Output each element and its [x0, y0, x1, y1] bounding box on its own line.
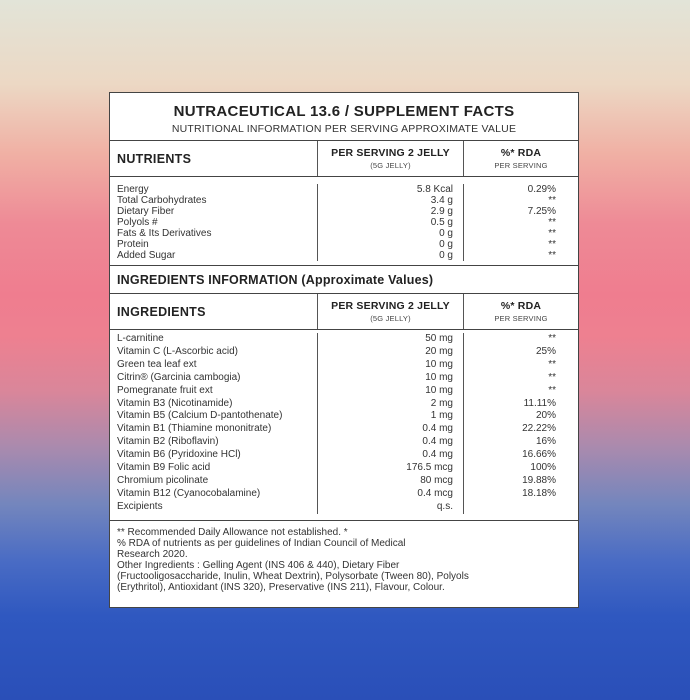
rda-col-header	[464, 294, 578, 329]
row-name: L-carnitine	[117, 333, 164, 344]
row-rda: **	[548, 239, 556, 250]
row-value: 10 mg	[317, 359, 464, 372]
facts-subtitle: NUTRITIONAL INFORMATION PER SERVING APPROXIMATE VALUE	[171, 123, 517, 135]
nutrients-col-header: NUTRIENTS	[117, 151, 192, 166]
nutrients-table-body	[110, 177, 578, 266]
row-rda: 18.18%	[522, 487, 556, 499]
ingredients-table-body	[110, 330, 578, 521]
row-name: Vitamin B12 (Cyanocobalamine)	[117, 487, 261, 499]
row-rda	[464, 501, 578, 514]
table-row	[110, 228, 578, 239]
per-serving-sub-label: (5G JELLY)	[370, 314, 411, 323]
row-value: 1 mg	[317, 410, 464, 423]
row-name: Polyols #	[117, 217, 158, 228]
row-value: 0.5 g	[317, 217, 464, 228]
rda-col-header	[464, 141, 578, 176]
row-rda: 16.66%	[522, 449, 556, 461]
row-rda: 7.25%	[527, 206, 556, 217]
row-rda: 16%	[535, 436, 556, 448]
row-rda: 19.88%	[522, 474, 556, 486]
table-row	[110, 398, 578, 411]
row-value: q.s.	[317, 501, 464, 514]
rda-label: %* RDA	[500, 147, 542, 159]
row-name: Vitamin B9 Folic acid	[117, 462, 211, 474]
row-value: 3.4 g	[317, 195, 464, 206]
row-name: Vitamin B2 (Riboflavin)	[117, 436, 219, 448]
table-row	[110, 372, 578, 385]
per-serving-col-header	[317, 294, 464, 329]
row-rda: **	[548, 195, 556, 206]
per-serving-col-header	[317, 141, 464, 176]
table-row	[110, 449, 578, 462]
row-value: 0.4 mg	[317, 436, 464, 449]
row-name: Green tea leaf ext	[117, 358, 197, 370]
row-value: 2.9 g	[317, 206, 464, 217]
row-value: 0 g	[317, 228, 464, 239]
row-value: 10 mg	[317, 385, 464, 398]
row-name: Protein	[117, 239, 149, 250]
table-row	[110, 462, 578, 475]
row-rda: **	[548, 358, 556, 370]
facts-title: NUTRACEUTICAL 13.6 / SUPPLEMENT FACTS	[173, 103, 515, 120]
table-row	[110, 184, 578, 195]
row-name: Citrin® (Garcinia cambogia)	[117, 371, 241, 383]
nutrients-table-header	[110, 141, 578, 177]
footnote-line: Research 2020.	[117, 548, 188, 560]
other-ingredients-line: (Fructooligosaccharide, Inulin, Wheat Dextrin), Polysorbate (Tween 80), Polyols	[117, 570, 469, 582]
rda-label: %* RDA	[500, 300, 542, 312]
row-rda: 20%	[535, 410, 556, 422]
row-rda: 11.11%	[523, 397, 556, 409]
row-value: 0 g	[317, 239, 464, 250]
row-rda: **	[548, 371, 556, 383]
row-value: 176.5 mcg	[317, 462, 464, 475]
row-rda: **	[548, 250, 556, 261]
ingredients-col-header: INGREDIENTS	[117, 304, 206, 319]
table-row	[110, 217, 578, 228]
per-serving-sub-label: (5G JELLY)	[370, 161, 411, 170]
ingredients-section-title: INGREDIENTS INFORMATION (Approximate Values)	[110, 266, 578, 294]
facts-header	[110, 93, 578, 141]
table-row	[110, 206, 578, 217]
row-name: Vitamin B3 (Nicotinamide)	[117, 397, 233, 409]
row-rda: **	[548, 333, 556, 344]
row-value: 20 mg	[317, 346, 464, 359]
row-rda: 0.29%	[527, 184, 556, 195]
table-row	[110, 385, 578, 398]
row-value: 50 mg	[317, 333, 464, 346]
table-row	[110, 501, 578, 514]
row-name: Vitamin B5 (Calcium D-pantothenate)	[117, 410, 283, 422]
supplement-facts-panel	[109, 92, 579, 608]
row-name: Pomegranate fruit ext	[117, 384, 213, 396]
table-row	[110, 436, 578, 449]
row-name: Dietary Fiber	[117, 206, 175, 217]
table-row	[110, 475, 578, 488]
row-name: Chromium picolinate	[117, 474, 209, 486]
footnotes	[110, 521, 578, 593]
row-rda: 22.22%	[522, 423, 556, 435]
table-row	[110, 250, 578, 261]
row-rda: **	[548, 217, 556, 228]
row-name: Total Carbohydrates	[117, 195, 207, 206]
row-value: 5.8 Kcal	[317, 184, 464, 195]
table-row	[110, 423, 578, 436]
row-name: Energy	[117, 184, 149, 195]
row-value: 0.4 mg	[317, 423, 464, 436]
row-rda: **	[548, 384, 556, 396]
table-row	[110, 359, 578, 372]
row-rda: 100%	[530, 462, 556, 474]
table-row	[110, 333, 578, 346]
row-name: Excipients	[117, 500, 163, 512]
other-ingredients-line: Other Ingredients : Gelling Agent (INS 406 & 440), Dietary Fiber	[117, 559, 400, 571]
footnote-line: ** Recommended Daily Allowance not established. *	[117, 526, 348, 538]
rda-sub-label: PER SERVING	[494, 161, 548, 170]
table-row	[110, 239, 578, 250]
row-value: 10 mg	[317, 372, 464, 385]
ingredients-table-header	[110, 294, 578, 330]
row-name: Vitamin C (L-Ascorbic acid)	[117, 345, 238, 357]
other-ingredients-line: (Erythritol), Antioxidant (INS 320), Preservative (INS 211), Flavour, Colour.	[117, 581, 445, 593]
row-name: Vitamin B6 (Pyridoxine HCl)	[117, 449, 241, 461]
row-value: 0.4 mg	[317, 449, 464, 462]
row-rda: **	[548, 228, 556, 239]
table-row	[110, 410, 578, 423]
table-row	[110, 346, 578, 359]
nutrients-table	[110, 141, 578, 266]
table-row	[110, 488, 578, 501]
row-name: Fats & Its Derivatives	[117, 228, 212, 239]
table-row	[110, 195, 578, 206]
row-value: 0 g	[317, 250, 464, 261]
row-value: 2 mg	[317, 398, 464, 411]
footnote-line: % RDA of nutrients as per guidelines of Indian Council of Medical	[117, 537, 406, 549]
rda-sub-label: PER SERVING	[494, 314, 548, 323]
row-rda: 25%	[535, 345, 556, 357]
row-value: 0.4 mcg	[317, 488, 464, 501]
row-value: 80 mcg	[317, 475, 464, 488]
row-name: Added Sugar	[117, 250, 176, 261]
row-name: Vitamin B1 (Thiamine mononitrate)	[117, 423, 272, 435]
ingredients-table	[110, 294, 578, 521]
per-serving-label: PER SERVING 2 JELLY	[331, 147, 450, 159]
per-serving-label: PER SERVING 2 JELLY	[331, 300, 450, 312]
